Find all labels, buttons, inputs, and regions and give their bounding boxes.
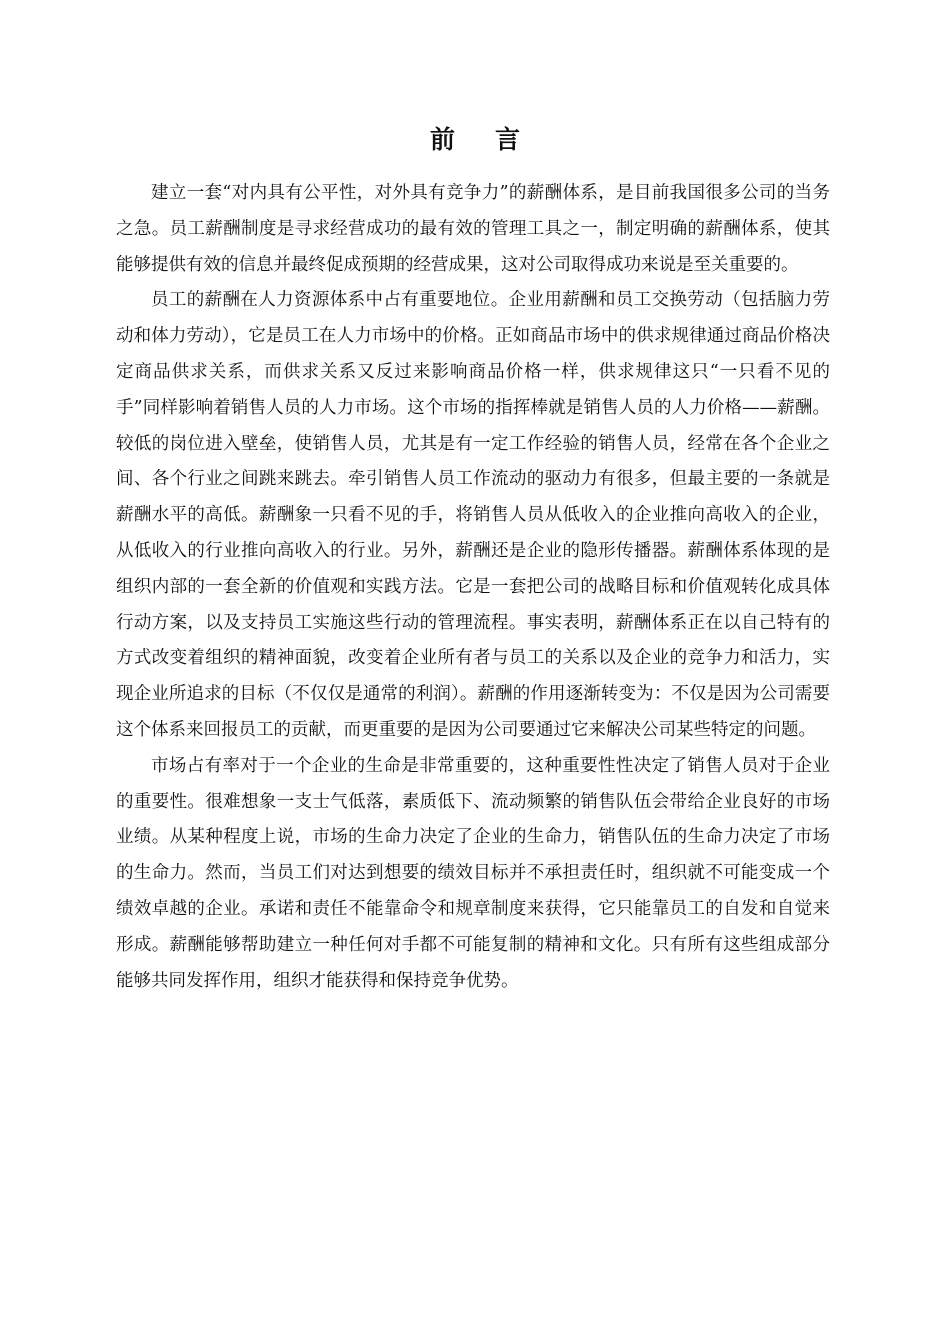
paragraph-3: 市场占有率对于一个企业的生命是非常重要的，这种重要性性决定了销售人员对于企业的重要性。很难想象一支士气低落，素质低下、流动频繁的销售队伍会带给企业良好的市场业绩。从某种程度上说，市场的生命力决定了企业的生命力，销售队伍的生命力决定了市场的生命力。然而，当员工们对达到想要的绩效目标并不承担责任时，组织就不可能变成一个绩效卓越的企业。承诺和责任不能靠命令和规章制度来获得，它只能靠员工的自发和自觉来形成。薪酬能够帮助建立一种任何对手都不可能复制的精神和文化。只有所有这些组成部分能够共同发挥作用，组织才能获得和保持竞争优势。 <box>116 755 830 991</box>
paragraph-2: 员工的薪酬在人力资源体系中占有重要地位。企业用薪酬和员工交换劳动（包括脑力劳动和体力劳动），它是员工在人力市场中的价格。正如商品市场中的供求规律通过商品价格决定商品供求关系，而供求关系又反过来影响商品价格一样，供求规律这只“一只看不见的手”同样影响着销售人员的人力市场。这个市场的指挥棒就是销售人员的人力价格——薪酬。较低的岗位进入壁垒，使销售人员，尤其是有一定工作经验的销售人员，经常在各个企业之间、各个行业之间跳来跳去。牵引销售人员工作流动的驱动力有很多，但最主要的一条就是薪酬水平的高低。薪酬象一只看不见的手，将销售人员从低收入的企业推向高收入的企业，从低收入的行业推向高收入的行业。另外，薪酬还是企业的隐形传播器。薪酬体系体现的是组织内部的一套全新的价值观和实践方法。它是一套把公司的战略目标和价值观转化成具体行动方案，以及支持员工实施这些行动的管理流程。事实表明，薪酬体系正在以自己特有的方式改变着组织的精神面貌，改变着企业所有者与员工的关系以及企业的竞争力和活力，实现企业所追求的目标（不仅仅是通常的利润）。薪酬的作用逐渐转变为：不仅是因为公司需要这个体系来回报员工的贡献，而更重要的是因为公司要通过它来解决公司某些特定的问题。 <box>116 290 830 740</box>
paragraph-1: 建立一套“对内具有公平性，对外具有竞争力”的薪酬体系，是目前我国很多公司的当务之急。员工薪酬制度是寻求经营成功的最有效的管理工具之一，制定明确的薪酬体系，使其能够提供有效的信息并最终促成预期的经营成果，这对公司取得成功来说是至关重要的。 <box>116 183 830 275</box>
document-body <box>116 176 830 999</box>
page-title: 前言 <box>429 125 560 154</box>
